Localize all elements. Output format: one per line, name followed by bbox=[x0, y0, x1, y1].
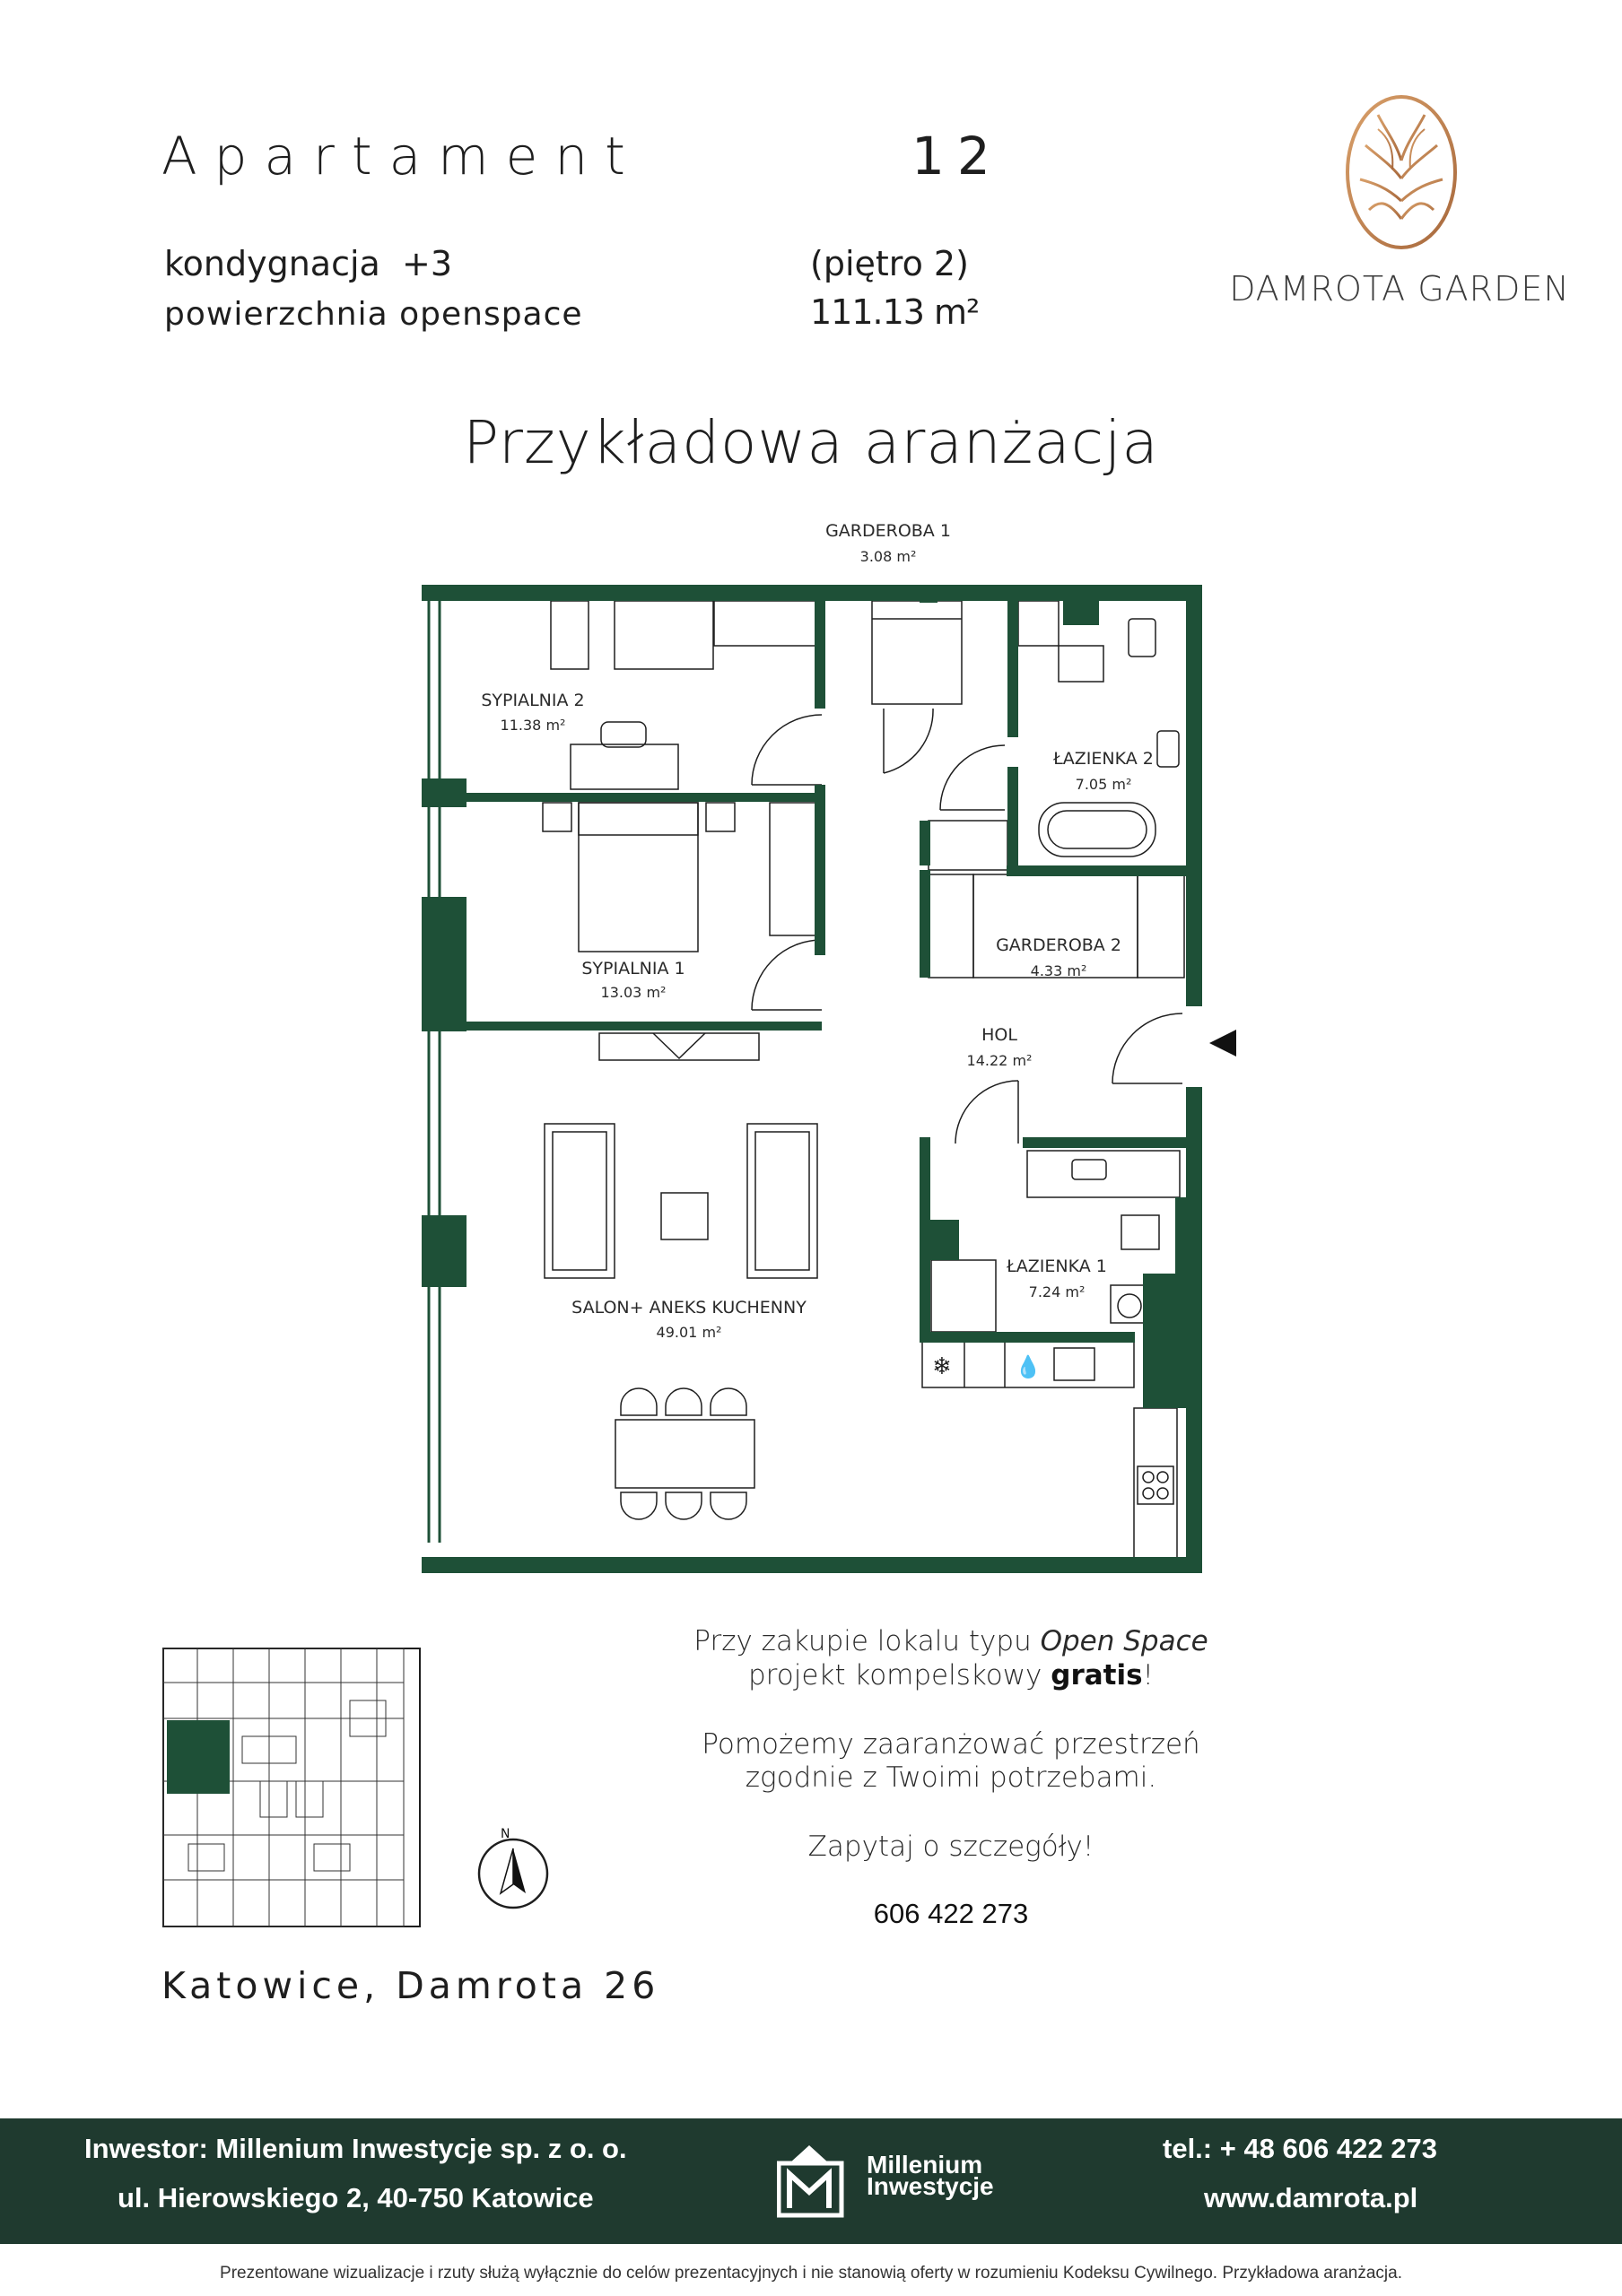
fridge-icon: ❄ bbox=[932, 1353, 952, 1380]
room-area: 13.03 m² bbox=[600, 984, 667, 1001]
room-area: 3.08 m² bbox=[859, 548, 917, 565]
room-name: SALON+ ANEKS KUCHENNY bbox=[571, 1298, 807, 1318]
disclaimer: Prezentowane wizualizacje i rzuty służą wyłącznie do celów prezentacyjnych i nie stanowią oferty w rozumieniu Kodeksu Cywilnego. Przykładowa aranżacja. bbox=[220, 2264, 1402, 2283]
promo-open-space: Open Space bbox=[1040, 1625, 1208, 1657]
footer-bar bbox=[0, 2118, 1622, 2244]
room-name: ŁAZIENKA 2 bbox=[1053, 749, 1154, 769]
room-area: 49.01 m² bbox=[656, 1324, 722, 1341]
investor-name: Inwestor: Millenium Inwestycje sp. z o. o. bbox=[84, 2133, 627, 2164]
windows bbox=[429, 601, 440, 1543]
promo-gratis: gratis bbox=[1051, 1659, 1143, 1692]
level-row bbox=[164, 244, 452, 283]
building-key-plan bbox=[161, 1647, 422, 1928]
room-name: HOL bbox=[981, 1025, 1017, 1045]
promo-text: Przy zakupie lokalu typu bbox=[693, 1625, 1041, 1657]
furniture bbox=[543, 601, 1184, 1561]
dishwasher-icon: 💧 bbox=[1015, 1354, 1042, 1379]
unit-number: 12 bbox=[911, 126, 1003, 187]
room-name: SYPIALNIA 1 bbox=[581, 959, 685, 978]
room-area: 7.05 m² bbox=[1075, 776, 1132, 793]
location-address: Katowice, Damrota 26 bbox=[161, 1964, 660, 2007]
footer-website[interactable]: www.damrota.pl bbox=[1204, 2182, 1418, 2213]
room-name: SYPIALNIA 2 bbox=[481, 691, 585, 710]
room-name: GARDEROBA 2 bbox=[996, 935, 1121, 955]
room-name: ŁAZIENKA 1 bbox=[1007, 1257, 1107, 1276]
compass-label: N bbox=[501, 1827, 510, 1841]
area-value: 111.13 m² bbox=[810, 292, 980, 332]
promo-phone[interactable]: 606 422 273 bbox=[873, 1898, 1029, 1929]
footer-phone[interactable]: tel.: + 48 606 422 273 bbox=[1163, 2133, 1437, 2164]
area-label: powierzchnia openspace bbox=[164, 296, 583, 333]
promo-line-1 bbox=[628, 1623, 1274, 1659]
room-area: 7.24 m² bbox=[1028, 1283, 1086, 1300]
millenium-logo-icon bbox=[777, 2144, 852, 2219]
investor-address: ul. Hierowskiego 2, 40-750 Katowice bbox=[118, 2182, 594, 2213]
logo-line-1: Millenium bbox=[867, 2151, 983, 2179]
promo-text: ! bbox=[1142, 1659, 1154, 1692]
promo-line-4: zgodnie z Twoimi potrzebami. bbox=[745, 1761, 1157, 1794]
logo-line-2: Inwestycje bbox=[867, 2172, 994, 2200]
floor-plan bbox=[0, 511, 1622, 1587]
promo-line-5: Zapytaj o szczegóły! bbox=[807, 1831, 1094, 1863]
tree-logo-icon bbox=[1342, 93, 1461, 251]
floor-note: (piętro 2) bbox=[810, 244, 969, 283]
level-label: kondygnacja bbox=[164, 244, 380, 283]
room-name: GARDEROBA 1 bbox=[825, 521, 951, 541]
apartment-title: Apartament bbox=[161, 126, 642, 187]
room-area: 14.22 m² bbox=[966, 1052, 1033, 1069]
unit-highlight bbox=[167, 1720, 230, 1794]
promo-line-3: Pomożemy zaaranżować przestrzeń bbox=[702, 1728, 1200, 1761]
promo-line-2 bbox=[628, 1657, 1274, 1693]
logo-wordmark bbox=[867, 2151, 994, 2200]
promo-text: projekt kompelskowy bbox=[748, 1659, 1051, 1692]
level-value: +3 bbox=[402, 244, 453, 283]
plan-heading: Przykładowa aranżacja bbox=[463, 408, 1159, 477]
room-area: 11.38 m² bbox=[500, 717, 566, 734]
entrance-arrow-icon bbox=[1209, 1030, 1236, 1057]
room-area: 4.33 m² bbox=[1030, 962, 1087, 979]
brand-name: DAMROTA GARDEN bbox=[1229, 269, 1570, 309]
compass-icon bbox=[474, 1825, 554, 1910]
